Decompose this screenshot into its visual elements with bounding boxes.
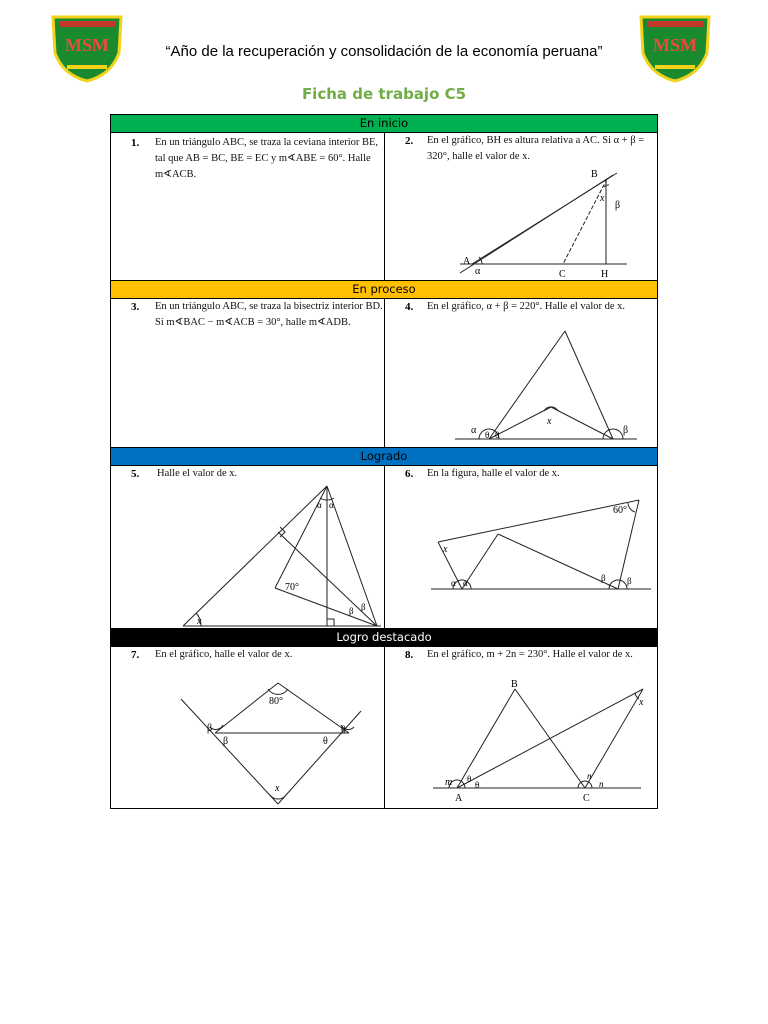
label-alpha: α bbox=[317, 500, 322, 510]
problem-3 bbox=[111, 299, 384, 447]
label-alpha: α bbox=[329, 500, 334, 510]
label-theta: θ bbox=[467, 774, 472, 784]
problem-number: 2. bbox=[405, 135, 414, 147]
school-logo-left bbox=[49, 13, 125, 83]
label-80: 80° bbox=[269, 696, 283, 707]
label-B: B bbox=[591, 169, 598, 180]
label-beta: β bbox=[623, 425, 629, 436]
label-beta: β bbox=[601, 573, 606, 583]
motto: “Año de la recuperación y consolidación de la economía peruana” bbox=[165, 43, 603, 60]
label-70: 70° bbox=[285, 582, 299, 593]
problem-number: 8. bbox=[405, 649, 414, 661]
band-logrado: Logrado bbox=[111, 448, 657, 465]
label-x: x bbox=[547, 416, 552, 427]
figure-2 bbox=[385, 133, 657, 280]
label-m: m bbox=[445, 777, 453, 788]
problem-text: En el gráfico, α + β = 220°. Halle el valor de x. bbox=[427, 301, 626, 312]
problem-number: 6. bbox=[405, 468, 414, 480]
problem-text: En la figura, halle el valor de x. bbox=[427, 468, 560, 479]
label-60: 60° bbox=[613, 505, 627, 516]
label-C: C bbox=[583, 793, 590, 804]
label-theta: θ bbox=[485, 430, 490, 440]
worksheet-table bbox=[110, 114, 658, 809]
school-logo-right bbox=[637, 13, 713, 83]
problem-text: En un triángulo ABC, se traza la bisectriz interior BD. Si m∢BAC − m∢ACB = 30°, halle m∢ADB. bbox=[155, 301, 383, 328]
problem-text: Halle el valor de x. bbox=[157, 468, 238, 479]
label-theta: θ bbox=[495, 430, 500, 440]
label-beta: β bbox=[223, 736, 229, 747]
label-A: A bbox=[463, 256, 471, 267]
band-en-proceso: En proceso bbox=[111, 281, 657, 298]
label-beta: β bbox=[615, 200, 621, 211]
problem-number: 3. bbox=[131, 301, 140, 313]
problem-1 bbox=[111, 133, 384, 280]
problem-4 bbox=[385, 299, 657, 447]
band-logro-destacado: Logro destacado bbox=[111, 629, 657, 646]
logo-text: MSM bbox=[653, 35, 697, 55]
label-alpha: α bbox=[451, 578, 456, 588]
figure-5 bbox=[111, 466, 384, 628]
problem-7 bbox=[111, 647, 384, 808]
problem-text: En un triángulo ABC, se traza la ceviana interior BE, tal que AB = BC, BE = EC y m∢ABE = 60°. Halle m∢ACB. bbox=[155, 137, 379, 180]
figure-6 bbox=[385, 466, 657, 628]
label-alpha: α bbox=[471, 425, 477, 436]
label-theta: θ bbox=[341, 725, 346, 736]
problem-number: 7. bbox=[131, 649, 140, 661]
problem-number: 1. bbox=[131, 137, 140, 149]
problem-5 bbox=[111, 466, 384, 628]
label-B: B bbox=[511, 679, 518, 690]
label-n: n bbox=[599, 779, 604, 789]
problem-number: 4. bbox=[405, 301, 414, 313]
label-beta: β bbox=[627, 576, 632, 586]
problem-text: En el gráfico, halle el valor de x. bbox=[155, 649, 293, 660]
label-theta: θ bbox=[475, 780, 480, 790]
label-alpha: α bbox=[463, 578, 468, 588]
label-alpha: α bbox=[475, 266, 481, 277]
band-en-inicio: En inicio bbox=[111, 115, 657, 132]
label-H: H bbox=[601, 269, 609, 280]
figure-4 bbox=[385, 299, 657, 447]
label-beta: β bbox=[349, 606, 354, 616]
problem-text: En el gráfico, BH es altura relativa a AC. Si α + β = 320°, halle el valor de x. bbox=[427, 135, 645, 162]
label-x: x bbox=[600, 193, 605, 204]
label-x: x bbox=[275, 783, 280, 794]
figure-8 bbox=[385, 647, 657, 808]
problem-2 bbox=[385, 133, 657, 280]
label-x: x bbox=[197, 616, 202, 627]
problem-number: 5. bbox=[131, 468, 140, 480]
label-A: A bbox=[455, 793, 463, 804]
label-C: C bbox=[559, 269, 566, 280]
page-title: Ficha de trabajo C5 bbox=[301, 85, 467, 103]
label-beta: β bbox=[207, 723, 213, 734]
problem-text: En el gráfico, m + 2n = 230°. Halle el valor de x. bbox=[427, 649, 633, 660]
label-beta: β bbox=[361, 602, 366, 612]
label-theta: θ bbox=[323, 736, 328, 747]
figure-7 bbox=[111, 647, 384, 808]
problem-6 bbox=[385, 466, 657, 628]
logo-text: MSM bbox=[65, 35, 109, 55]
problem-8 bbox=[385, 647, 657, 808]
label-x: x bbox=[443, 544, 448, 555]
label-x: x bbox=[639, 697, 644, 708]
label-n: n bbox=[587, 771, 592, 781]
